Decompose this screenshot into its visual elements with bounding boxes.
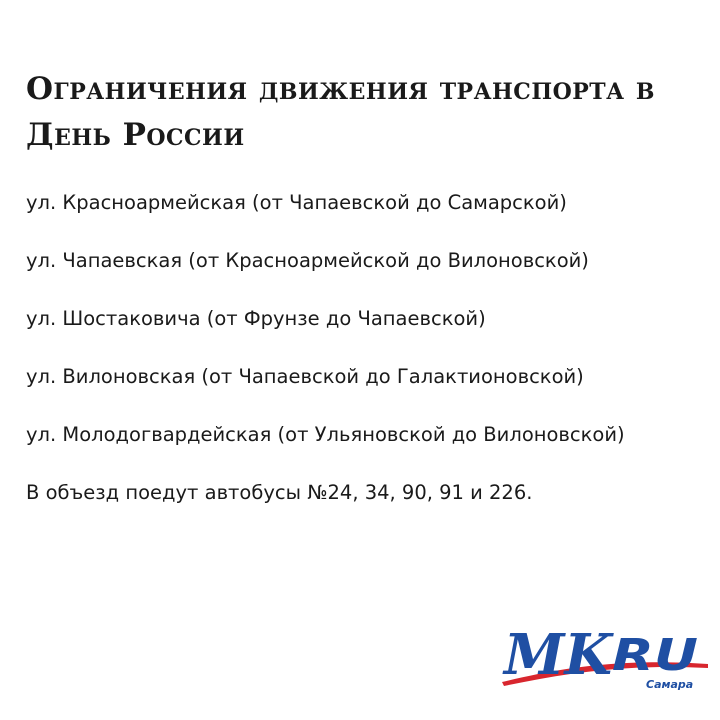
list-item: ул. Шостаковича (от Фрунзе до Чапаевской) bbox=[26, 307, 486, 330]
list-item: В объезд поедут автобусы №24, 34, 90, 91 и 226. bbox=[26, 481, 533, 504]
logo-city: Самара bbox=[646, 678, 694, 691]
list-item: ул. Красноармейская (от Чапаевской до Самарской) bbox=[26, 191, 567, 214]
restrictions-list bbox=[26, 184, 706, 512]
mk-ru-logo bbox=[500, 624, 710, 694]
page-title: Ограничения движения транспорта в День России bbox=[26, 71, 655, 153]
list-item: ул. Вилоновская (от Чапаевской до Галактионовской) bbox=[26, 365, 584, 388]
logo-ru: RU bbox=[612, 630, 698, 681]
list-item: ул. Чапаевская (от Красноармейской до Вилоновской) bbox=[26, 249, 589, 272]
list-item: ул. Молодогвардейская (от Ульяновской до Вилоновской) bbox=[26, 423, 625, 446]
logo-mk: MK bbox=[502, 624, 615, 688]
